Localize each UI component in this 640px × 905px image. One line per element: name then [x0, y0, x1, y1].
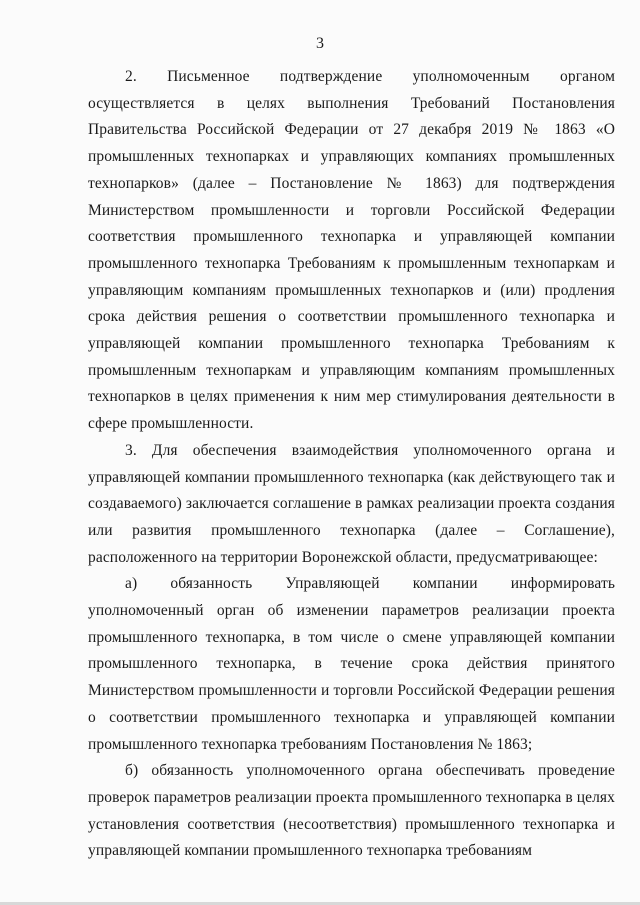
- paragraph-subitem-b: б) обязанность уполномоченного органа обеспечивать проведение проверок параметров реализации проекта промышленного технопарка в целях установления соответствия (несоответствия) промышленного технопарка и управляющей компании промышленного технопарка требованиям: [88, 762, 616, 860]
- paragraph-item-3: 3. Для обеспечения взаимодействия уполномоченного органа и управляющей компании промышленного технопарка (как действующего так и создаваемого) заключается соглашение в рамках реализации проекта создания или развития промышленного технопарка (далее – Соглашение), расположенного на территории Воронежской области, предусматривающее:: [88, 441, 615, 566]
- document-body: [88, 64, 615, 865]
- paragraph-item-2: 2. Письменное подтверждение уполномоченным органом осуществляется в целях выполнения Требований Постановления Правительства Российской Федерации от 27 декабря 2019 № 1863 «О промышленных технопарках и управляющих компаниях промышленных технопарков» (далее – Постановление № 1863) для подтверждения Министерством промышленности и торговли Российской Федерации соответствия промышленного технопарка и управляющей компании промышленного технопарка Требованиям к промышленным технопаркам и управляющим компаниям промышленных технопарков и (или) продления срока действия решения о соответствии промышленного технопарка и управляющей компании промышленного технопарка Требованиям к промышленным технопаркам и управляющим компаниям промышленных технопарков в целях применения к ним мер стимулирования деятельности в сфере промышленности.: [88, 68, 615, 433]
- paragraph-subitem-a: а) обязанность Управляющей компании информировать уполномоченный орган об изменении параметров реализации проекта промышленного технопарка, в том числе о смене управляющей компании промышленного технопарка, в течение срока действия принятого Министерством промышленности и торговли Российской Федерации решения о соответствии промышленного технопарка и управляющей компании промышленного технопарка требованиям Постановления № 1863;: [88, 575, 615, 753]
- page-number: 3: [316, 35, 324, 52]
